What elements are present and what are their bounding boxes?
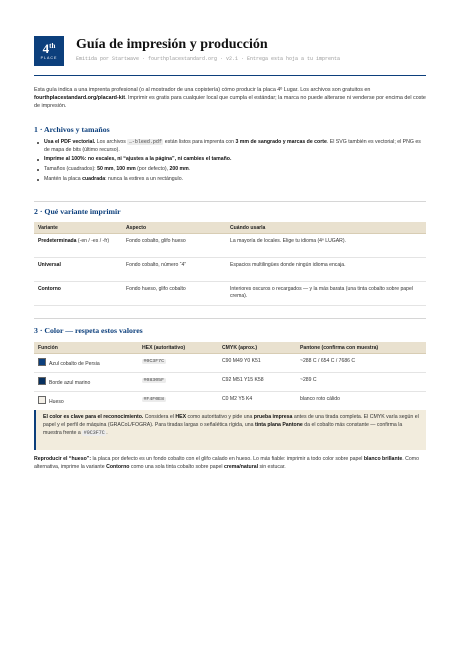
when-cell: La mayoría de locales. Elige tu idioma (4º LUGAR).	[226, 234, 426, 258]
intro-paragraph: Esta guía indica a una imprenta profesional (o al mostrador de una copistería) cómo producir la placa 4º Lugar. Los archivos son gratuitos en fourthplacestandard.org/placard-kit. Imprimir es gratis para cualquier local que cumpla el estándar; la marca no puede alterarse ni venderse por encima del coste de impresión.	[34, 87, 426, 109]
when-cell: Espacios multilingües donde ningún idioma encaja.	[226, 258, 426, 282]
section-heading-color: 3 · Color — respeta estos valores	[34, 326, 143, 335]
column-header: Cuándo usarla	[226, 222, 426, 234]
when-cell: Interiores oscuros o recargados — y la más barata (una tinta cobalto sobre papel crema).	[226, 282, 426, 306]
color-swatch	[38, 377, 46, 385]
cmyk-cell: C0 M2 Y5 K4	[218, 392, 296, 411]
column-header: CMYK (aprox.)	[218, 342, 296, 354]
list-item: Tamaños (cuadrados): 50 mm, 100 mm (por defecto), 200 mm.	[34, 166, 426, 174]
bone-reproduction-paragraph: Reproducir el “hueso”: la placa por defecto es un fondo cobalto con el glifo calado en hueso. Lo más fiable: imprimir a todo color sobre papel blanco brillante. Como alternativa, imprime la variante Contorno como una sola tinta cobalto sobre papel crema/natural sin estucar.	[34, 456, 419, 470]
files-bullet-list	[34, 139, 426, 186]
table-row	[34, 282, 426, 306]
list-item: Mantén la placa cuadrada: nunca la estires a un rectángulo.	[34, 176, 426, 184]
table-row	[34, 258, 426, 282]
table-row	[34, 234, 426, 258]
list-item: Imprime al 100%: no escales, ni “ajustes a la página”, ni cambies el tamaño.	[34, 156, 426, 164]
color-table	[34, 342, 426, 411]
function-cell: Borde azul marino	[34, 373, 138, 392]
header-divider	[34, 75, 426, 76]
table-row	[34, 392, 426, 411]
variant-cell: Predeterminada (-en / -es / -fr)	[34, 234, 122, 258]
color-swatch	[38, 396, 46, 404]
fourth-place-logo	[34, 36, 64, 66]
table-row	[34, 373, 426, 392]
function-cell: Azul cobalto de Persia	[34, 354, 138, 373]
aspect-cell: Fondo cobalto, glifo hueso	[122, 234, 226, 258]
hex-cell: #0C3F7C	[138, 354, 218, 373]
hex-cell: #F4F0E8	[138, 392, 218, 411]
section-divider	[34, 318, 426, 319]
aspect-cell: Fondo cobalto, número “4”	[122, 258, 226, 282]
column-header: HEX (autoritativo)	[138, 342, 218, 354]
cmyk-cell: C90 M49 Y0 K51	[218, 354, 296, 373]
hex-cell: #08305F	[138, 373, 218, 392]
list-item: Usa el PDF vectorial. Los archivos …-bleed.pdf están listos para imprenta con 3 mm de sangrado y marcas de corte. El SVG también es vectorial; el PNG es de mapa de bits (último recurso).	[34, 139, 426, 154]
table-row	[34, 354, 426, 373]
page-header	[34, 36, 426, 74]
column-header: Variante	[34, 222, 122, 234]
logo-label: PLACE	[40, 56, 58, 60]
column-header: Función	[34, 342, 138, 354]
table-header-row	[34, 222, 426, 234]
section-heading-variant: 2 · Qué variante imprimir	[34, 207, 121, 216]
variant-cell: Contorno	[34, 282, 122, 306]
pantone-cell: ~289 C	[296, 373, 426, 392]
cmyk-cell: C92 M51 Y15 K58	[218, 373, 296, 392]
color-callout: El color es clave para el reconocimiento. Considera el HEX como autoritativo y pide una prueba impresa antes de una tirada completa. El CMYK varía según el papel y el perfil de máquina (GRACoL/FOGRA). Para tiradas largas o señalética rígida, una tinta plana Pantone da el cobalto más constante — confirma la muestra frente a #0C3F7C .	[34, 410, 426, 450]
pantone-cell: blanco roto cálido	[296, 392, 426, 411]
page-title: Guía de impresión y producción	[76, 37, 268, 52]
page-subtitle: Emitida por Startwave · fourthplacestandard.org · v2.1 · Entrega esta hoja a tu imprenta	[76, 56, 341, 62]
section-heading-files: 1 · Archivos y tamaños	[34, 125, 110, 134]
variant-cell: Universal	[34, 258, 122, 282]
pantone-cell: ~288 C / 654 C / 7686 C	[296, 354, 426, 373]
section-divider	[34, 201, 426, 202]
column-header: Aspecto	[122, 222, 226, 234]
variant-table	[34, 222, 426, 306]
column-header: Pantone (confirma con muestra)	[296, 342, 426, 354]
color-swatch	[38, 358, 46, 366]
table-header-row	[34, 342, 426, 354]
placard-kit-link[interactable]: fourthplacestandard.org/placard-kit	[34, 95, 126, 101]
aspect-cell: Fondo hueso, glifo cobalto	[122, 282, 226, 306]
function-cell: Hueso	[34, 392, 138, 411]
logo-number: 4th	[42, 41, 56, 56]
